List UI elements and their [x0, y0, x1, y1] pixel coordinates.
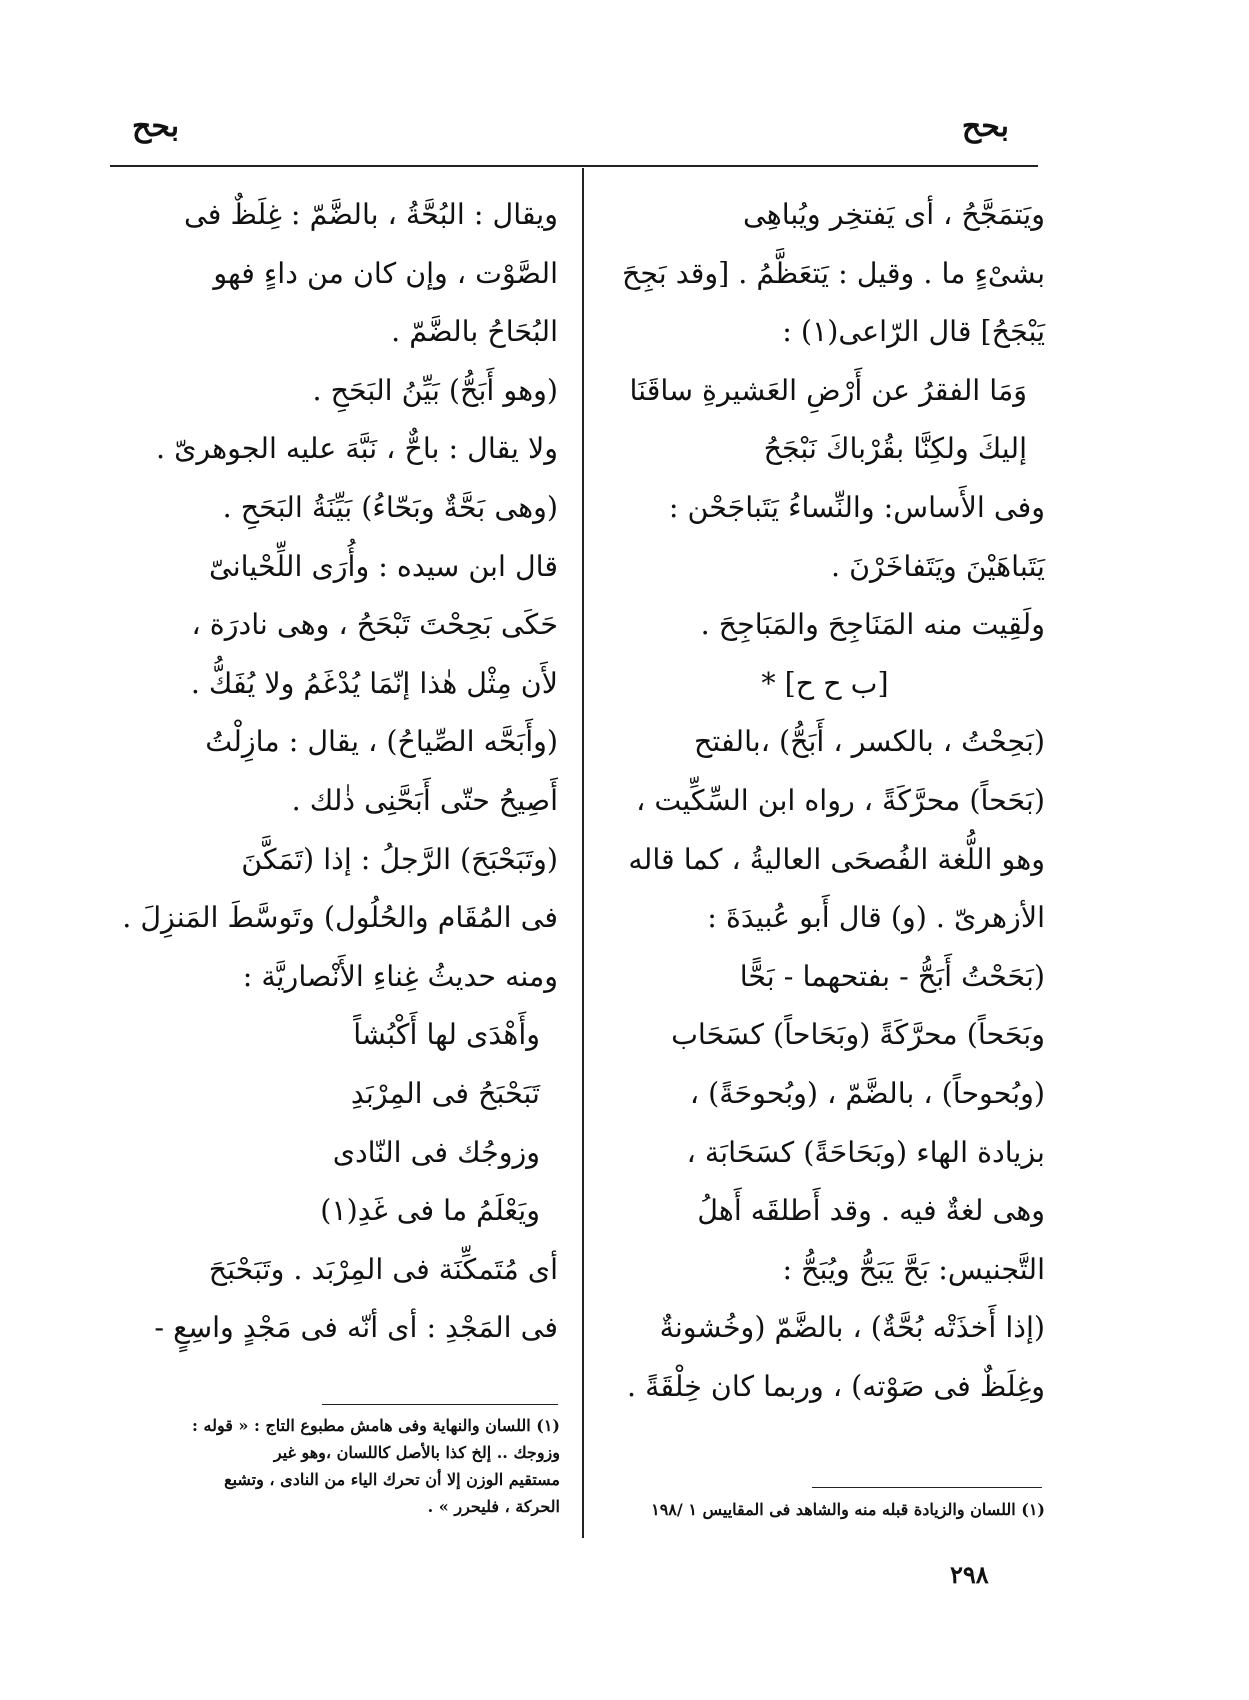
footnote-rule-left — [322, 1404, 558, 1405]
header-rule — [110, 165, 1038, 167]
text-line: (وبُحوحاً) ، بالضَّمّ ، (وبُحوحَةً) ، — [689, 1076, 1045, 1110]
text-line: لأَن مِثْل هٰذا إنّمَا يُدْغَمُ ولا يُفَكُّ . — [190, 666, 558, 700]
verse-line: تَبَحْبَحُ فى المِرْبَدِ — [350, 1076, 540, 1110]
column-divider — [582, 168, 584, 1538]
right-column — [605, 186, 1045, 1416]
footnote-line: (١) اللسان والزيادة قبله منه والشاهد فى المقاييس ١ /١٩٨ — [651, 1500, 1045, 1519]
text-line: (بَحَحاً) محرَّكَةً ، رواه ابن السِّكِّيت ، — [636, 783, 1045, 817]
footnote-left — [110, 1412, 560, 1520]
footnote-line: (١) اللسان والنهاية وفى هامش مطبوع التاج : « قوله : — [192, 1416, 560, 1435]
text-line: (بَحَحْتُ أَبَحُّ - بفتحهما - بَحًّا — [739, 959, 1045, 993]
text-line: ولَقِيت منه المَنَاجِحَ والمَبَاجِحَ . — [700, 608, 1045, 642]
verse-line: وأَهْدَى لها أَكْبُشاً — [353, 1018, 540, 1052]
text-line: (إذا أَخذَتْه بُحَّةٌ) ، بالضَّمّ (وخُشونةٌ — [659, 1311, 1045, 1345]
text-line: الصَّوْت ، وإن كان من داءٍ فهو — [213, 256, 558, 290]
text-line: (وأَبَحَّه الصِّياحُ) ، يقال : مازِلْتُ — [205, 725, 558, 759]
header-right-word: بحح — [961, 109, 1009, 144]
page-number: ٢٩٨ — [950, 1560, 989, 1589]
text-line: ولا يقال : باحٌّ ، نَبَّهَ عليه الجوهرىّ . — [155, 432, 558, 466]
verse-line: إليكَ ولكِنَّا بقُرْباكَ نَبْجَحُ — [763, 432, 1027, 466]
header-left-word: بحح — [132, 109, 180, 144]
text-line: (بَحِحْتُ ، بالكسر ، أَبَحُّ) ،بالفتح — [694, 725, 1045, 759]
text-line: الأزهرىّ . (و) قال أَبو عُبيدَةَ : — [707, 901, 1045, 935]
footnote-rule-right — [812, 1487, 1042, 1488]
text-line: وهى لغةٌ فيه . وقد أَطلقَه أَهلُ — [697, 1194, 1045, 1228]
text-line: يَتَباهَيْنَ ويَتَفاخَرْنَ . — [831, 549, 1045, 583]
text-line: فى المُقَام والحُلُول) وتَوسَّطَ المَنزِلَ . — [122, 901, 558, 935]
footnote-right — [605, 1496, 1045, 1523]
footnote-line: مستقيم الوزن إلا أن تحرك الياء من النادى ، وتشبع — [224, 1470, 560, 1489]
text-line: (وهو أَبَحُّ) بَيِّنُ البَحَحِ . — [312, 373, 558, 407]
text-line: وفى الأَساس: والنِّساءُ يَتَباجَحْن : — [668, 490, 1045, 524]
text-line: البُحَاحُ بالضَّمّ . — [391, 315, 558, 349]
text-line: وبَحَحاً) محرَّكَةً (وبَحَاحاً) كسَحَاب — [671, 1018, 1045, 1052]
verse-line: ويَعْلَمُ ما فى غَدِ(١) — [320, 1194, 540, 1228]
text-line: أى مُتَمكِّنَة فى المِرْبَد . وتَبَحْبَحَ — [208, 1252, 558, 1286]
text-line: بزيادة الهاء (وبَحَاحَةً) كسَحَابَة ، — [686, 1135, 1045, 1169]
text-line: قال ابن سيده : وأُرَى اللِّحْيانىّ — [209, 549, 558, 583]
text-line: (وتَبَحْبَحَ) الرَّجلُ : إذا (تَمَكَّنَ — [241, 842, 558, 876]
footnote-line: وزوجك .. إلخ كذا بالأصل كاللسان ،وهو غير — [273, 1443, 560, 1462]
text-line: وهو اللُّغة الفُصحَى العاليةُ ، كما قاله — [628, 842, 1045, 876]
verse-line: وَمَا الفقرُ عن أَرْضِ العَشيرةِ ساقَنَا — [629, 373, 1027, 407]
verse-line: وزوجُك فى النّادى — [332, 1135, 540, 1169]
text-line: فى المَجْدِ : أى أنّه فى مَجْدٍ واسِعٍ - — [154, 1311, 558, 1345]
text-line: التَّجنيس: بَحَّ يَبَحُّ ويُبَحُّ : — [782, 1252, 1045, 1286]
text-line: ومنه حديثُ غِناءِ الأَنْصاريَّة : — [242, 959, 558, 993]
entry-heading: [ب ح ح] * — [761, 666, 889, 700]
footnote-line: الحركة ، فليحرر » . — [427, 1497, 560, 1516]
left-column — [110, 186, 558, 1358]
text-line: ويَتمَجَّحُ ، أى يَفتخِر ويُباهِى — [742, 198, 1045, 231]
text-line: بشىْءٍ ما . وقيل : يَتعَظَّمُ . [وقد بَجِحَ — [621, 256, 1045, 290]
text-line: حَكَى بَحِحْتَ تَبْحَحُ ، وهى نادرَة ، — [191, 608, 558, 642]
text-line: وغِلَظٌ فى صَوْته) ، وربما كان خِلْقَةً . — [626, 1369, 1045, 1403]
text-line: يَبْجَحُ] قال الرّاعى(١) : — [782, 315, 1045, 349]
text-line: ويقال : البُحَّةُ ، بالضَّمّ : غِلَظٌ فى — [184, 198, 558, 231]
text-line: (وهى بَحَّةٌ وبَحّاءُ) بَيِّنَةُ البَحَحِ . — [222, 490, 558, 524]
text-line: أَصِيحُ حتّى أَبَحَّنِى ذٰلك . — [291, 783, 558, 817]
